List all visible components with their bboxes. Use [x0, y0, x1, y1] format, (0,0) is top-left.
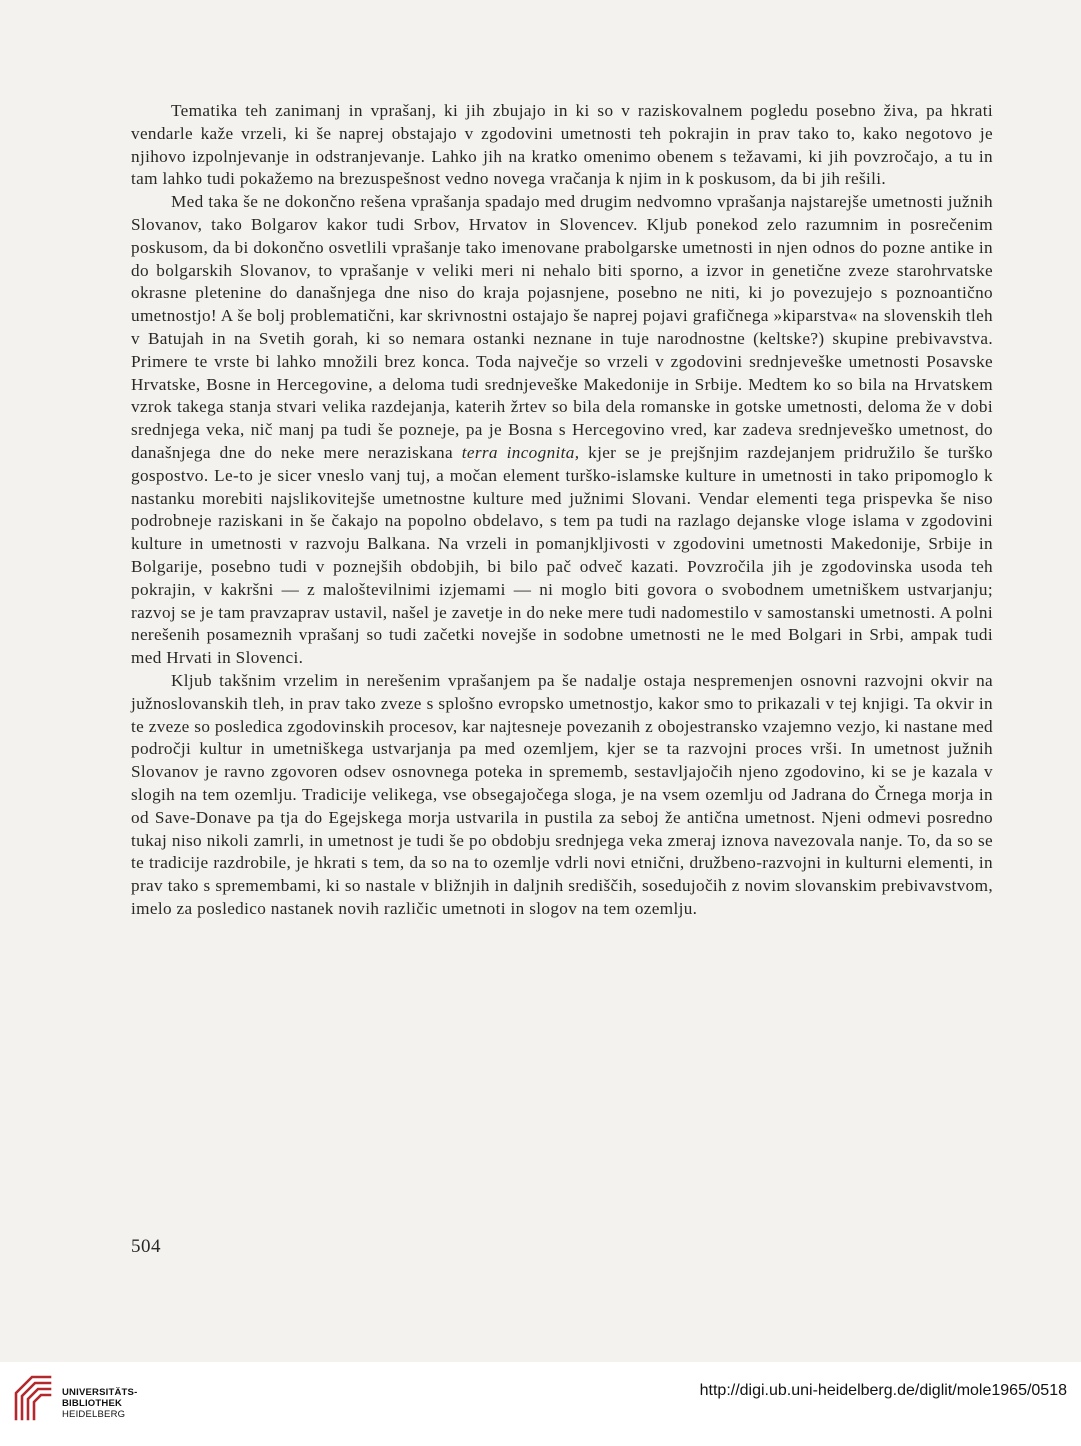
paragraph-2-italic: terra incognita,	[461, 442, 580, 462]
page-number: 504	[131, 1236, 161, 1257]
library-name	[62, 1387, 137, 1420]
paragraph-2-tail: kjer se je prejšnjim razdejanjem pridružilo še turško gospostvo. Le-to je sicer vneslo vanj tuj, a močan element turško-islamske kulture in umetnosti in tako pripomoglo k nastanku morebiti najslikovitejše umetnostne kulture med južnimi Slovani. Vendar elementi tega prispevka še niso podrobneje raziskani in še čakajo na popolno obdelavo, s tem pa tudi na razlago dejanske vloge islama v zgodovini kulture in umetnosti v razvoju Balkana. Na vrzeli in pomanjkljivosti v zgodovini umetnosti Makedonije, Srbije in Bolgarije, posebno tudi v poznejših obdobjih, bi bilo pač odveč kazati. Povzročila jih je zgodovinska usoda teh pokrajin, v kakršni — z maloštevilnimi izjemami — ni moglo biti govora o svobodnem umetniškem ustvarjanju; razvoj se je tam pravzaprav ustavil, našel je zavetje in do neke mere tudi nadomestilo v samostanski umetnosti. A polni nerešenih posameznih vprašanj so tudi začetki novejše in sodobne umetnosti ne le med Bolgari in Srbi, ampak tudi med Hrvati in Slovenci.	[131, 442, 993, 668]
footer-bar	[0, 1362, 1081, 1446]
paragraph-1: Tematika teh zanimanj in vprašanj, ki jih zbujajo in ki so v raziskovalnem pogledu posebno živa, pa hkrati vendarle kaže vrzeli, ki še naprej obstajajo v zgodovini umetnosti teh pokrajin in prav tako to, kako negotovo je njihovo izpolnjevanje in odstranjevanje. Lahko jih na kratko omenimo obenem s težavami, ki jih povzročajo, a tu in tam lahko tudi pokažemo na brezuspešnost vedno novega vračanja k njim in k poskusom, da bi jih rešili.	[131, 101, 993, 189]
paragraph-3: Kljub takšnim vrzelim in nerešenim vprašanjem pa še nadalje ostaja nespremenjen osnovni razvojni okvir na južnoslovanskih tleh, in prav tako zveze s splošno evropsko umetnostjo, kakor smo to prikazali v tej knjigi. Ta okvir in te zveze so posledica zgodovinskih procesov, kar najtesneje povezanih z obojestransko vzajemno vezjo, ki nastane med področji kultur in umetniškega ustvarjanja pa med ozemljem, kjer se ta razvojni proces vrši. In umetnost južnih Slovanov je ravno zgovoren odsev osnovnega poteka in sprememb, sestavljajočih njeno zgodovino, ki se je kazala v slogih na tem ozemlju. Tradicije velikega, vse obsegajočega sloga, je na vsem ozemlju od Jadrana do Črnega morja in od Save-Donave pa tja do Egejskega morja ustvarila in pustila za seboj že antična umetnost. Njeni odmevi posredno tukaj niso nikoli zamrli, in umetnost je tudi še po obdobju srednjega veka zmeraj iznova navezovala nanje. To, da so se te tradicije razdrobile, je hkrati s tem, da so na to ozemlje vdrli novi etnični, družbeno-razvojni in kulturni elementi, in prav tako s spremembami, ki so nastale v bližnjih in daljnih središčih, sosedujočih z novim slovanskim prebivavstvom, imelo za posledico nastanek novih različic umetnoti in slogov na tem ozemlju.	[131, 670, 993, 918]
paragraph-2-text: Med taka še ne dokončno rešena vprašanja spadajo med drugim nedvomno vprašanja najstarejše umetnosti južnih Slovanov, tako Bolgarov kakor tudi Srbov, Hrvatov in Slovencev. Kljub ponekod zelo razumnim in posrečenim poskusom, da bi dokončno osvetlili vprašanje tako imenovane prabolgarske umetnosti in njen odnos do pozne antike in do bolgarskih Slovanov, to vprašanje v veliki meri ni nehalo biti sporno, a izvor in genetične zveze starohrvatske okrasne pletenine do današnjega dne niso do kraja pojasnjene, posebno ne niti, ki jo povezujejo s poznoantično umetnostjo! A še bolj problematični, kar skrivnostni ostajajo še naprej pojavi grafičnega »kiparstva« na slovenskih tleh v Batujah in na Svetih gorah, ki so nemara ostanki neznane in tuje narodnostne (keltske?) skupine prebivavstva. Primere te vrste bi lahko množili brez konca. Toda največje so vrzeli v zgodovini srednjeveške umetnosti Posavske Hrvatske, Bosne in Hercegovine, a deloma tudi srednjeveške Makedonije in Srbije. Medtem ko so bila na Hrvatskem vzrok takega stanja stvari velika razdejanja, katerih žrtev so bila dela romanske in gotske umetnosti, deloma že v dobi srednjega veka, nič manj pa tudi še pozneje, pa je Bosna s Hercegovino vred, kar zadeva srednjeveško umetnost, do današnjega dne do neke mere neraziskana	[131, 192, 993, 462]
paragraph-2	[131, 191, 993, 670]
library-logo-icon	[10, 1375, 56, 1421]
library-name-line-3: HEIDELBERG	[62, 1409, 126, 1420]
library-name-line-2: BIBLIOTHEK	[62, 1398, 123, 1409]
body-text	[131, 100, 993, 921]
source-url-link[interactable]: http://digi.ub.uni-heidelberg.de/diglit/mole1965/0518	[699, 1382, 1067, 1399]
library-name-line-1: UNIVERSITÄTS-	[62, 1387, 138, 1398]
